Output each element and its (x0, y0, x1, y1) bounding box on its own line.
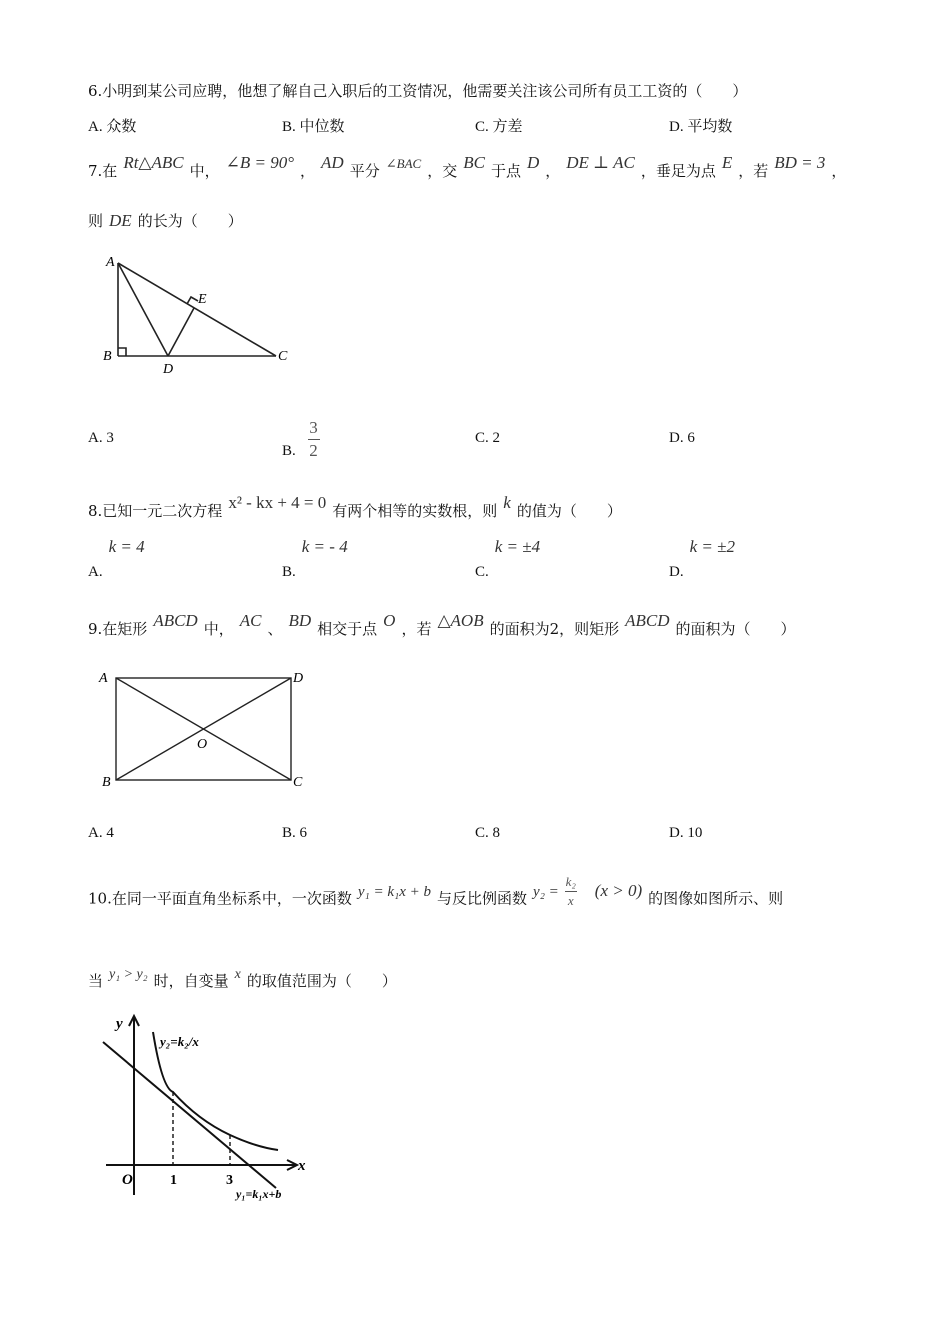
q8-option-b: B.k = - 4 (282, 537, 348, 580)
question-8-text: 8.已知一元二次方程 x² - kx + 4 = 0 有两个相等的实数根，则 k 的值为（ ） (88, 493, 622, 520)
question-6-text: 6.小明到某公司应聘，他想了解自己入职后的工资情况，他需要关注该公司所有员工工资的（ ） (88, 82, 748, 100)
q6-option-d: D. 平均数 (669, 119, 733, 135)
question-10-line2: 当 y₁ > y₂ 时，自变量 x 的取值范围为（ ） (88, 967, 397, 990)
question-7-line1: 7.在 Rt△ABC 中， ∠B = 90° ， AD 平分 ∠BAC ，交 BC 于点 D ， DE ⊥ AC ，垂足为点 E ，若 BD = 3 ， (88, 153, 847, 180)
q8-option-d: D.k = ±2 (669, 537, 735, 580)
q9-option-b: B. 6 (282, 825, 308, 841)
label-o: O (197, 737, 208, 752)
x-axis-label: x (298, 1158, 306, 1174)
label-a: A (99, 671, 108, 686)
q6-option-c: C. 方差 (475, 119, 523, 135)
q6-option-b: B. 中位数 (282, 119, 345, 135)
q8-option-c: C.k = ±4 (475, 537, 541, 580)
origin-label: O (122, 1172, 133, 1188)
three-halves-fraction: $\frac{3}{2}$ (309, 418, 318, 460)
tick-1-label: 1 (170, 1173, 177, 1188)
rectangle-figure (96, 668, 316, 793)
question-10-line1: 10.在同一平面直角坐标系中，一次函数 y₁ = k₁x + b 与反比例函数 y₂ = $\frac{\text{k₂}}{x}$ (x > 0) 的图像如图所示、则 (88, 874, 784, 908)
q6-option-a: A. 众数 (88, 119, 137, 135)
q7-option-b: B. $\frac{3}{2}$ (282, 418, 318, 460)
label-d: D (293, 671, 304, 686)
label-c: C (278, 349, 288, 364)
curve-label: y₂=k₂/x (160, 1034, 199, 1049)
label-b: B (102, 775, 111, 790)
line-label: y₁=k₁x+b (236, 1187, 282, 1201)
q7-option-d: D. 6 (669, 430, 695, 446)
q9-option-a: A. 4 (88, 825, 114, 841)
triangle-figure (100, 250, 300, 375)
function-graph-figure (98, 1010, 318, 1205)
question-7-line2: 则 DE 的长为（ ） (88, 211, 243, 230)
label-b: B (103, 349, 112, 364)
q7-option-a: A. 3 (88, 430, 114, 446)
q7-option-c: C. 2 (475, 430, 501, 446)
label-e: E (198, 292, 207, 307)
k2-over-x-fraction: $\frac{\text{k₂}}{x}$ (565, 874, 576, 908)
q8-option-a: A.k = 4 (88, 537, 145, 580)
label-a: A (106, 255, 115, 270)
q9-option-c: C. 8 (475, 825, 501, 841)
label-d: D (163, 362, 174, 375)
q9-option-d: D. 10 (669, 825, 703, 841)
label-c: C (293, 775, 303, 790)
question-9-text: 9.在矩形 ABCD 中， AC 、 BD 相交于点 O ，若 △AOB 的面积为2，则矩形 ABCD 的面积为（ ） (88, 611, 796, 638)
tick-3-label: 3 (226, 1173, 233, 1188)
y-axis-label: y (116, 1016, 123, 1032)
